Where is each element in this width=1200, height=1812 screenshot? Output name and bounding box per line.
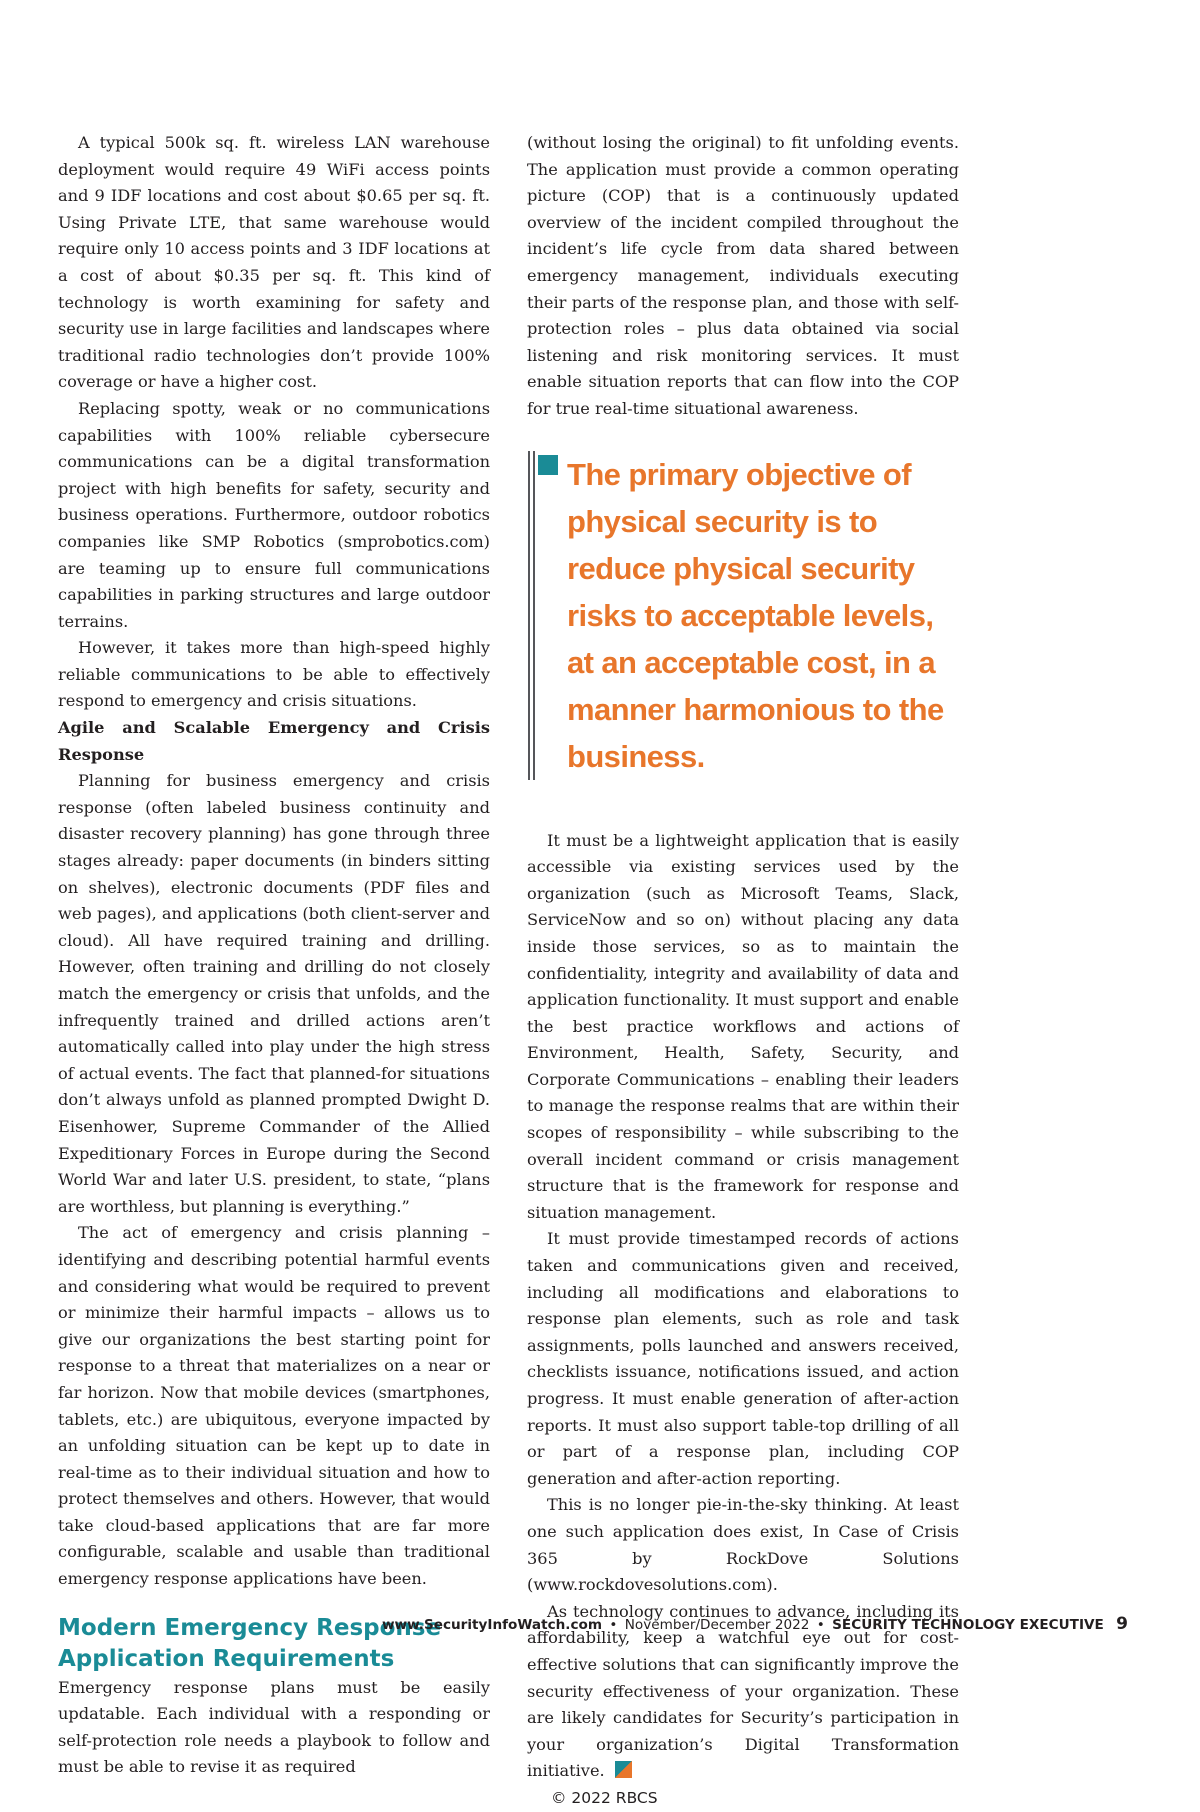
pull-quote [527,451,959,780]
end-of-article-icon [615,1761,632,1778]
teal-square-icon [538,455,558,475]
pull-quote-rule [528,451,530,780]
pull-quote-rule [533,451,535,780]
body-paragraph-text: As technology continues to advance, including its affordability, keep a watchful eye out for cost-effective solutions that can significantly improve the security effectiveness of your organization. These are likely candidates for Security’s participation in your organization’s Digital Transformation initiative. [527,1601,959,1781]
copyright-notice: © 2022 RBCS [551,1788,658,1807]
body-paragraph: Replacing spotty, weak or no communications capabilities with 100% reliable cybersecure communications can be a digital transformation project with high benefits for safety, security and business operations. Furthermore, outdoor robotics companies like SMP Robotics (smprobotics.com) are teaming up to ensure full communications capabilities in parking structures and large outdoor terrains. [58,398,490,631]
section-heading: Modern Emergency Response Application Requirements [58,1614,442,1672]
body-paragraph: However, it takes more than high-speed highly reliable communications to be able to effectively respond to emergency and crisis situations. [58,638,490,711]
body-paragraph: The act of emergency and crisis planning – identifying and describing potential harmful events and considering what would be required to prevent or minimize their harmful impacts – allows us to give our organizations the best starting point for response to a threat that materializes on a near or far horizon. Now that mobile devices (smartphones, tablets, etc.) are ubiquitous, everyone impacted by an unfolding situation can be kept up to date in real-time as to their individual situation and how to protect themselves and others. However, that would take cloud-based applications that are far more configurable, scalable and usable than traditional emergency response applications have been. [58,1223,490,1589]
page-number: 9 [1116,1614,1128,1634]
body-paragraph: This is no longer pie-in-the-sky thinking. At least one such application does exist, In Case of Crisis 365 by RockDove Solutions (www.rockdovesolutions.com). [527,1495,959,1595]
body-paragraph: It must provide timestamped records of actions taken and communications given and received, including all modifications and elaborations to response plan elements, such as role and task assignments, polls launched and answers received, checklists issuance, notifications issued, and action progress. It must enable generation of after-action reports. It must also support table-top drilling of all or part of a response plan, including COP generation and after-action reporting. [527,1229,959,1488]
body-paragraph: Planning for business emergency and crisis response (often labeled business continuity and disaster recovery planning) has gone through three stages already: paper documents (in binders sitting on shelves), electronic documents (PDF files and web pages), and applications (both client-server and cloud). All have required training and drilling. However, often training and drilling do not closely match the emergency or crisis that unfolds, and the infrequently trained and drilled actions aren’t automatically called into play under the high stress of actual events. The fact that planned-for situations don’t always unfold as planned prompted Dwight D. Eisenhower, Supreme Commander of the Allied Expeditionary Forces in Europe during the Second World War and later U.S. president, to state, “plans are worthless, but planning is everything.” [58,771,490,1216]
footer-separator: • [816,1617,825,1633]
footer-website: www.SecurityInfoWatch.com [381,1617,603,1633]
right-column [527,130,959,1812]
footer-separator: • [609,1617,618,1633]
body-paragraph: It must be a lightweight application that is easily accessible via existing services used by the organization (such as Microsoft Teams, Slack, ServiceNow and so on) without placing any data inside those services, so as to maintain the confidentiality, integrity and availability of data and application functionality. It must support and enable the best practice workflows and actions of Environment, Health, Safety, Security, and Corporate Communications – enabling their leaders to manage the response realms that are within their scopes of responsibility – while subscribing to the overall incident command or crisis management structure that is the framework for response and situation management. [527,830,959,1222]
body-paragraph: Emergency response plans must be easily updatable. Each individual with a responding or self-protection role needs a playbook to follow and must be able to revise it as required [58,1677,490,1777]
pull-quote-text: The primary objective of physical security is to reduce physical security risks to acceptable levels, at an acceptable cost, in a manner harmonious to the business. [567,456,944,774]
subheading: Agile and Scalable Emergency and Crisis Response [58,718,490,764]
body-paragraph: A typical 500k sq. ft. wireless LAN warehouse deployment would require 49 WiFi access points and 9 IDF locations and cost about $0.65 per sq. ft. Using Private LTE, that same warehouse would require only 10 access points and 3 IDF locations at a cost of about $0.35 per sq. ft. This kind of technology is worth examining for safety and security use in large facilities and landscapes where traditional radio technologies don’t provide 100% coverage or have a higher cost. [58,133,490,392]
footer-publication: SECURITY TECHNOLOGY EXECUTIVE [832,1617,1104,1633]
footer-issue: November/December 2022 [624,1617,810,1633]
body-paragraph: (without losing the original) to fit unfolding events. The application must provide a common operating picture (COP) that is a continuously updated overview of the incident compiled throughout the incident’s life cycle from data shared between emergency management, individuals executing their parts of the response plan, and those with self-protection roles – plus data obtained via social listening and risk monitoring services. It must enable situation reports that can flow into the COP for true real-time situational awareness. [527,133,959,418]
page-footer [0,1614,1128,1634]
left-column [58,130,490,1781]
